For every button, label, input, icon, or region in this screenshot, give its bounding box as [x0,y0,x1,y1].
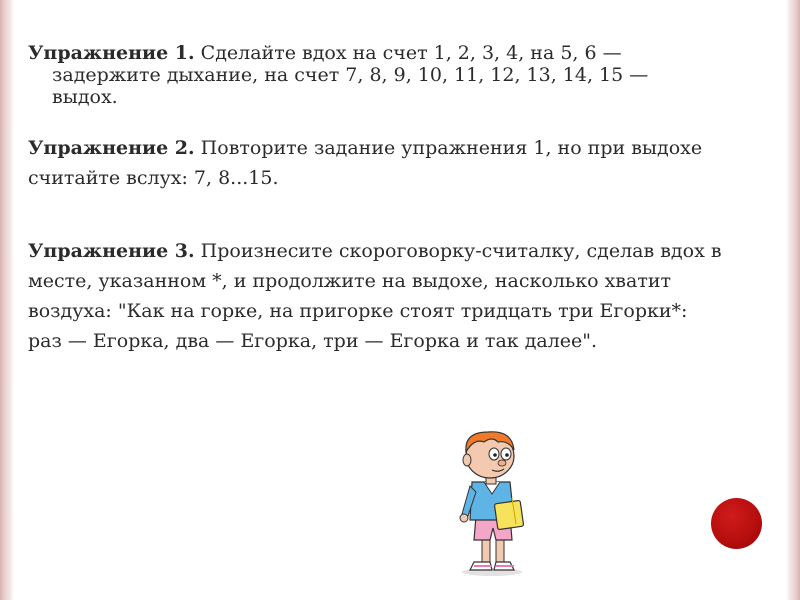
exercise-3-line-1: Произнесите скороговорку-считалку, сделав вдох в [194,240,722,262]
exercise-1 [28,42,748,108]
left-border [0,0,14,600]
exercise-3-line-2: месте, указанном *, и продолжите на выдохе, насколько хватит [28,270,672,292]
exercise-1-line-1: Сделайте вдох на счет 1, 2, 3, 4, на 5, 6 — [194,42,622,64]
cartoon-boy-illustration [452,428,536,578]
exercise-3-label: Упражнение 3. [28,240,195,262]
exercise-2-line-1: Повторите задание упражнения 1, но при выдохе [194,137,703,159]
exercise-3-line-4: раз — Егорка, два — Егорка, три — Егорка и так далее". [28,330,598,352]
exercise-1-label: Упражнение 1. [28,42,195,64]
exercise-2-line-2: считайте вслух: 7, 8...15. [28,167,279,189]
exercise-3 [28,236,748,356]
exercise-2 [28,133,748,193]
red-circle-decoration [711,498,762,549]
right-border [786,0,800,600]
exercise-3-line-3: воздуха: "Как на горке, на пригорке стоят тридцать три Егорки*: [28,300,688,322]
exercise-1-line-2: задержите дыхание, на счет 7, 8, 9, 10, 11, 12, 13, 14, 15 — [52,64,649,86]
exercise-1-line-3: выдох. [52,86,118,108]
exercise-2-label: Упражнение 2. [28,137,195,159]
